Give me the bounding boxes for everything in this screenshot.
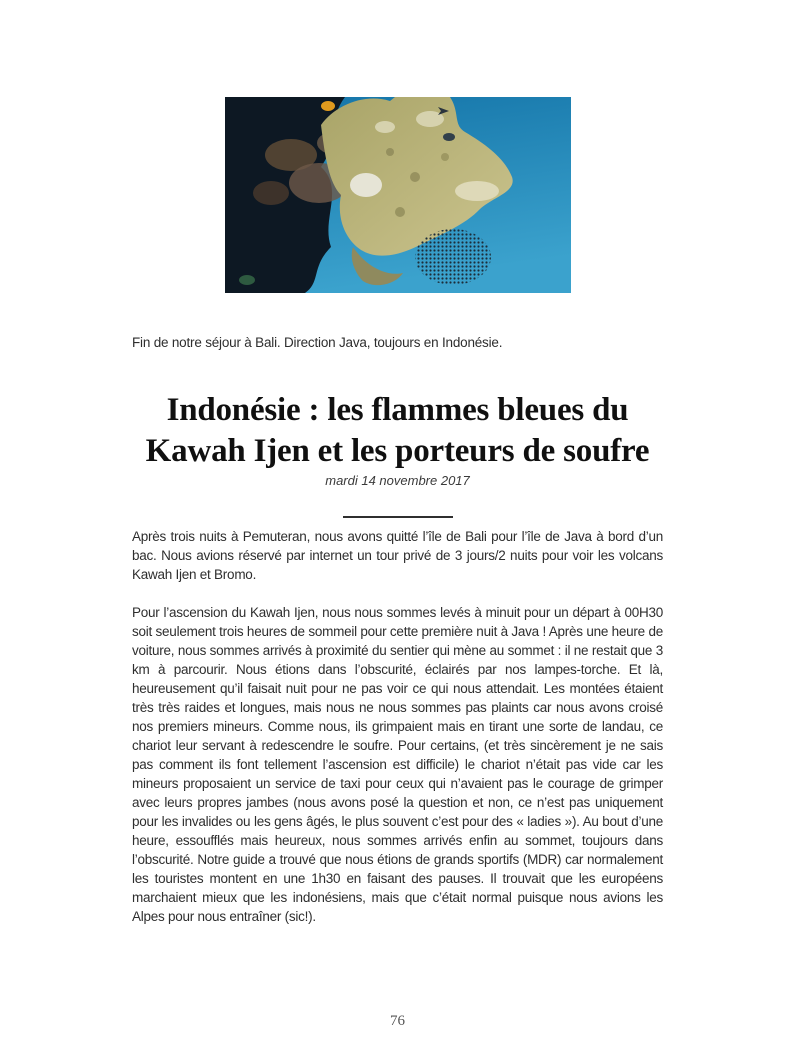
article-paragraph-1: Après trois nuits à Pemuteran, nous avons quitté l’île de Bali pour l’île de Java à bord d’un bac. Nous avions réservé par internet un tour privé de 3 jours/2 nuits pour voir les volcans Kawah Ijen et Bromo.	[132, 529, 663, 582]
coral-highlight	[455, 181, 499, 201]
coral-reef-photo	[225, 97, 571, 293]
dark-fish	[443, 133, 455, 141]
page-footer	[0, 1012, 795, 1030]
article-title: Indonésie : les flammes bleues du Kawah Ijen et les porteurs de soufre	[145, 392, 650, 469]
article-paragraph-2: Pour l’ascension du Kawah Ijen, nous nous sommes levés à minuit pour un départ à 00H30 soit seulement trois heures de sommeil pour cette première nuit à Java ! Après une heure de voiture, nous sommes arrivés à proximité du sentier qui mène au sommet : il ne restait que 3 km à parcourir. Nous étions dans l’obscurité, éclairés par nos lampes-torche. Et là, heureusement qu’il faisait nuit pour ne pas voir ce qui nous attendait. Les montées étaient très très raides et longues, mais nous ne nous sommes pas plaints car nous avons croisé nos premiers mineurs. Comme nous, ils grimpaient mais en tirant une sorte de landau, ce chariot leur servant à redescendre le soufre. Pour certains, (et très sincèrement je ne sais pas comment ils font tellement l’ascension est difficile) le chariot n’était pas vide car les mineurs proposaient un service de taxi pour ceux qui n’avaient pas le courage de grimper avec leurs propres jambes (nous avons posé la question et non, ce n’est pas uniquement pour les invalides ou les gens âgés, le plus souvent c’est pour des « ladies »). Au bout d’une heure, essoufflés mais heureux, nous sommes arrivés enfin au sommet, toujours dans l’obscurité. Notre guide a trouvé que nous étions de grands sportifs (MDR) car normalement les touristes montent en une 1h30 en faisant des pauses. Il trouvait que les européens marchaient mieux que les indonésiens, mais que c’était normal puisque nous avions les Alpes pour nous entraîner (sic!).	[132, 605, 663, 924]
photo-caption: Fin de notre séjour à Bali. Direction Java, toujours en Indonésie.	[132, 335, 503, 350]
coral-texture	[410, 172, 420, 182]
article-date: mardi 14 novembre 2017	[325, 473, 470, 488]
orange-fish	[321, 101, 335, 111]
section-divider	[343, 516, 453, 518]
page-number: 76	[390, 1013, 405, 1029]
coral-texture	[395, 207, 405, 217]
coral-highlight	[350, 173, 382, 197]
brown-coral	[253, 181, 289, 205]
coral-highlight	[375, 121, 395, 133]
underwater-photo-graphic	[225, 97, 571, 293]
fish-school	[415, 229, 491, 285]
coral-texture	[386, 148, 394, 156]
green-coral-patch	[239, 275, 255, 285]
coral-texture	[441, 153, 449, 161]
